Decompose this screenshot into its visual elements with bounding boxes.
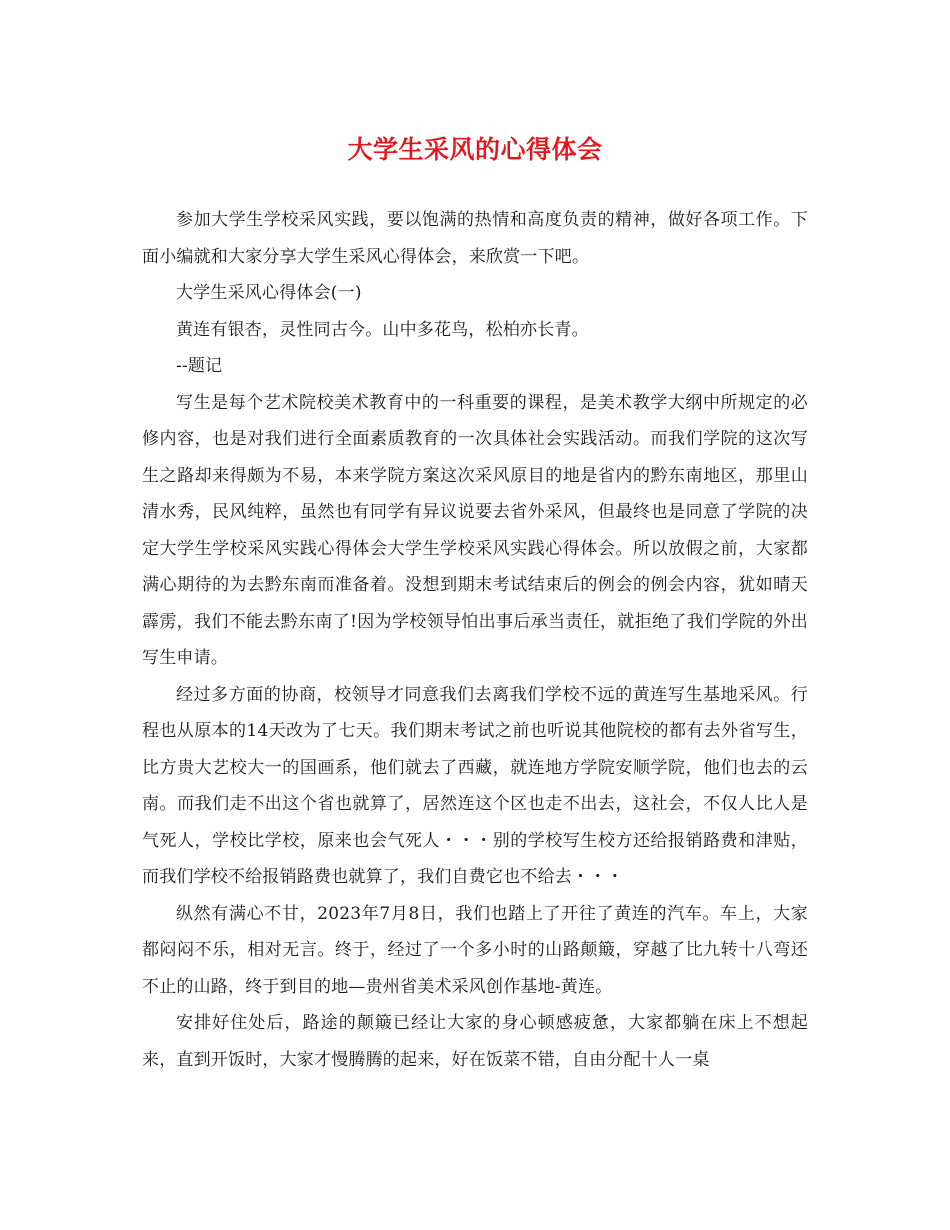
section-heading: 大学生采风心得体会(一)	[176, 283, 362, 303]
document-page	[142, 0, 808, 1078]
paragraph-intro: 参加大学生学校采风实践，要以饱满的热情和高度负责的精神，做好各项工作。下面小编就和大家分享大学生采风心得体会，来欣赏一下吧。	[142, 210, 808, 267]
paragraph: 经过多方面的协商，校领导才同意我们去离我们学校不远的黄连写生基地采风。行程也从原本的14天改为了七天。我们期末考试之前也听说其他院校的都有去外省写生，比方贵大艺校大一的国画系，他们就去了西藏，就连地方学院安顺学院，他们也去的云南。而我们走不出这个省也就算了，居然连这个区也走不出去，这社会，不仅人比人是气死人，学校比学校，原来也会气死人・・・别的学校写生校方还给报销路费和津贴，而我们学校不给报销路费也就算了，我们自费它也不给去・・・	[142, 684, 808, 887]
paragraph: 写生是每个艺术院校美术教育中的一科重要的课程，是美术教学大纲中所规定的必修内容，也是对我们进行全面素质教育的一次具体社会实践活动。而我们学院的这次写生之路却来得颇为不易，本来学院方案这次采风原目的地是省内的黔东南地区，那里山清水秀，民风纯粹，虽然也有同学有异议说要去省外采风，但最终也是同意了学院的决定大学生学校采风实践心得体会大学生学校采风实践心得体会。所以放假之前，大家都满心期待的为去黔东南而准备着。没想到期末考试结束后的例会的例会内容，犹如晴天霹雳，我们不能去黔东南了!因为学校领导怕出事后承当责任，就拒绝了我们学院的外出写生申请。	[142, 392, 808, 668]
document-body	[142, 202, 808, 1078]
epigraph-label: --题记	[176, 356, 223, 376]
poem-line: 黄连有银杏，灵性同古今。山中多花鸟，松柏亦长青。	[176, 319, 589, 340]
document-title: 大学生采风的心得体会	[347, 135, 603, 164]
paragraph: 纵然有满心不甘，2023年7月8日，我们也踏上了开往了黄连的汽车。车上，大家都闷闷不乐，相对无言。终于，经过了一个多小时的山路颠簸，穿越了比九转十八弯还不止的山路，终于到目的地—贵州省美术采风创作基地-黄连。	[142, 903, 808, 997]
paragraph: 安排好住处后，路途的颠簸已经让大家的身心顿感疲惫，大家都躺在床上不想起来，直到开饭时，大家才慢腾腾的起来，好在饭菜不错，自由分配十人一桌	[142, 1013, 808, 1070]
